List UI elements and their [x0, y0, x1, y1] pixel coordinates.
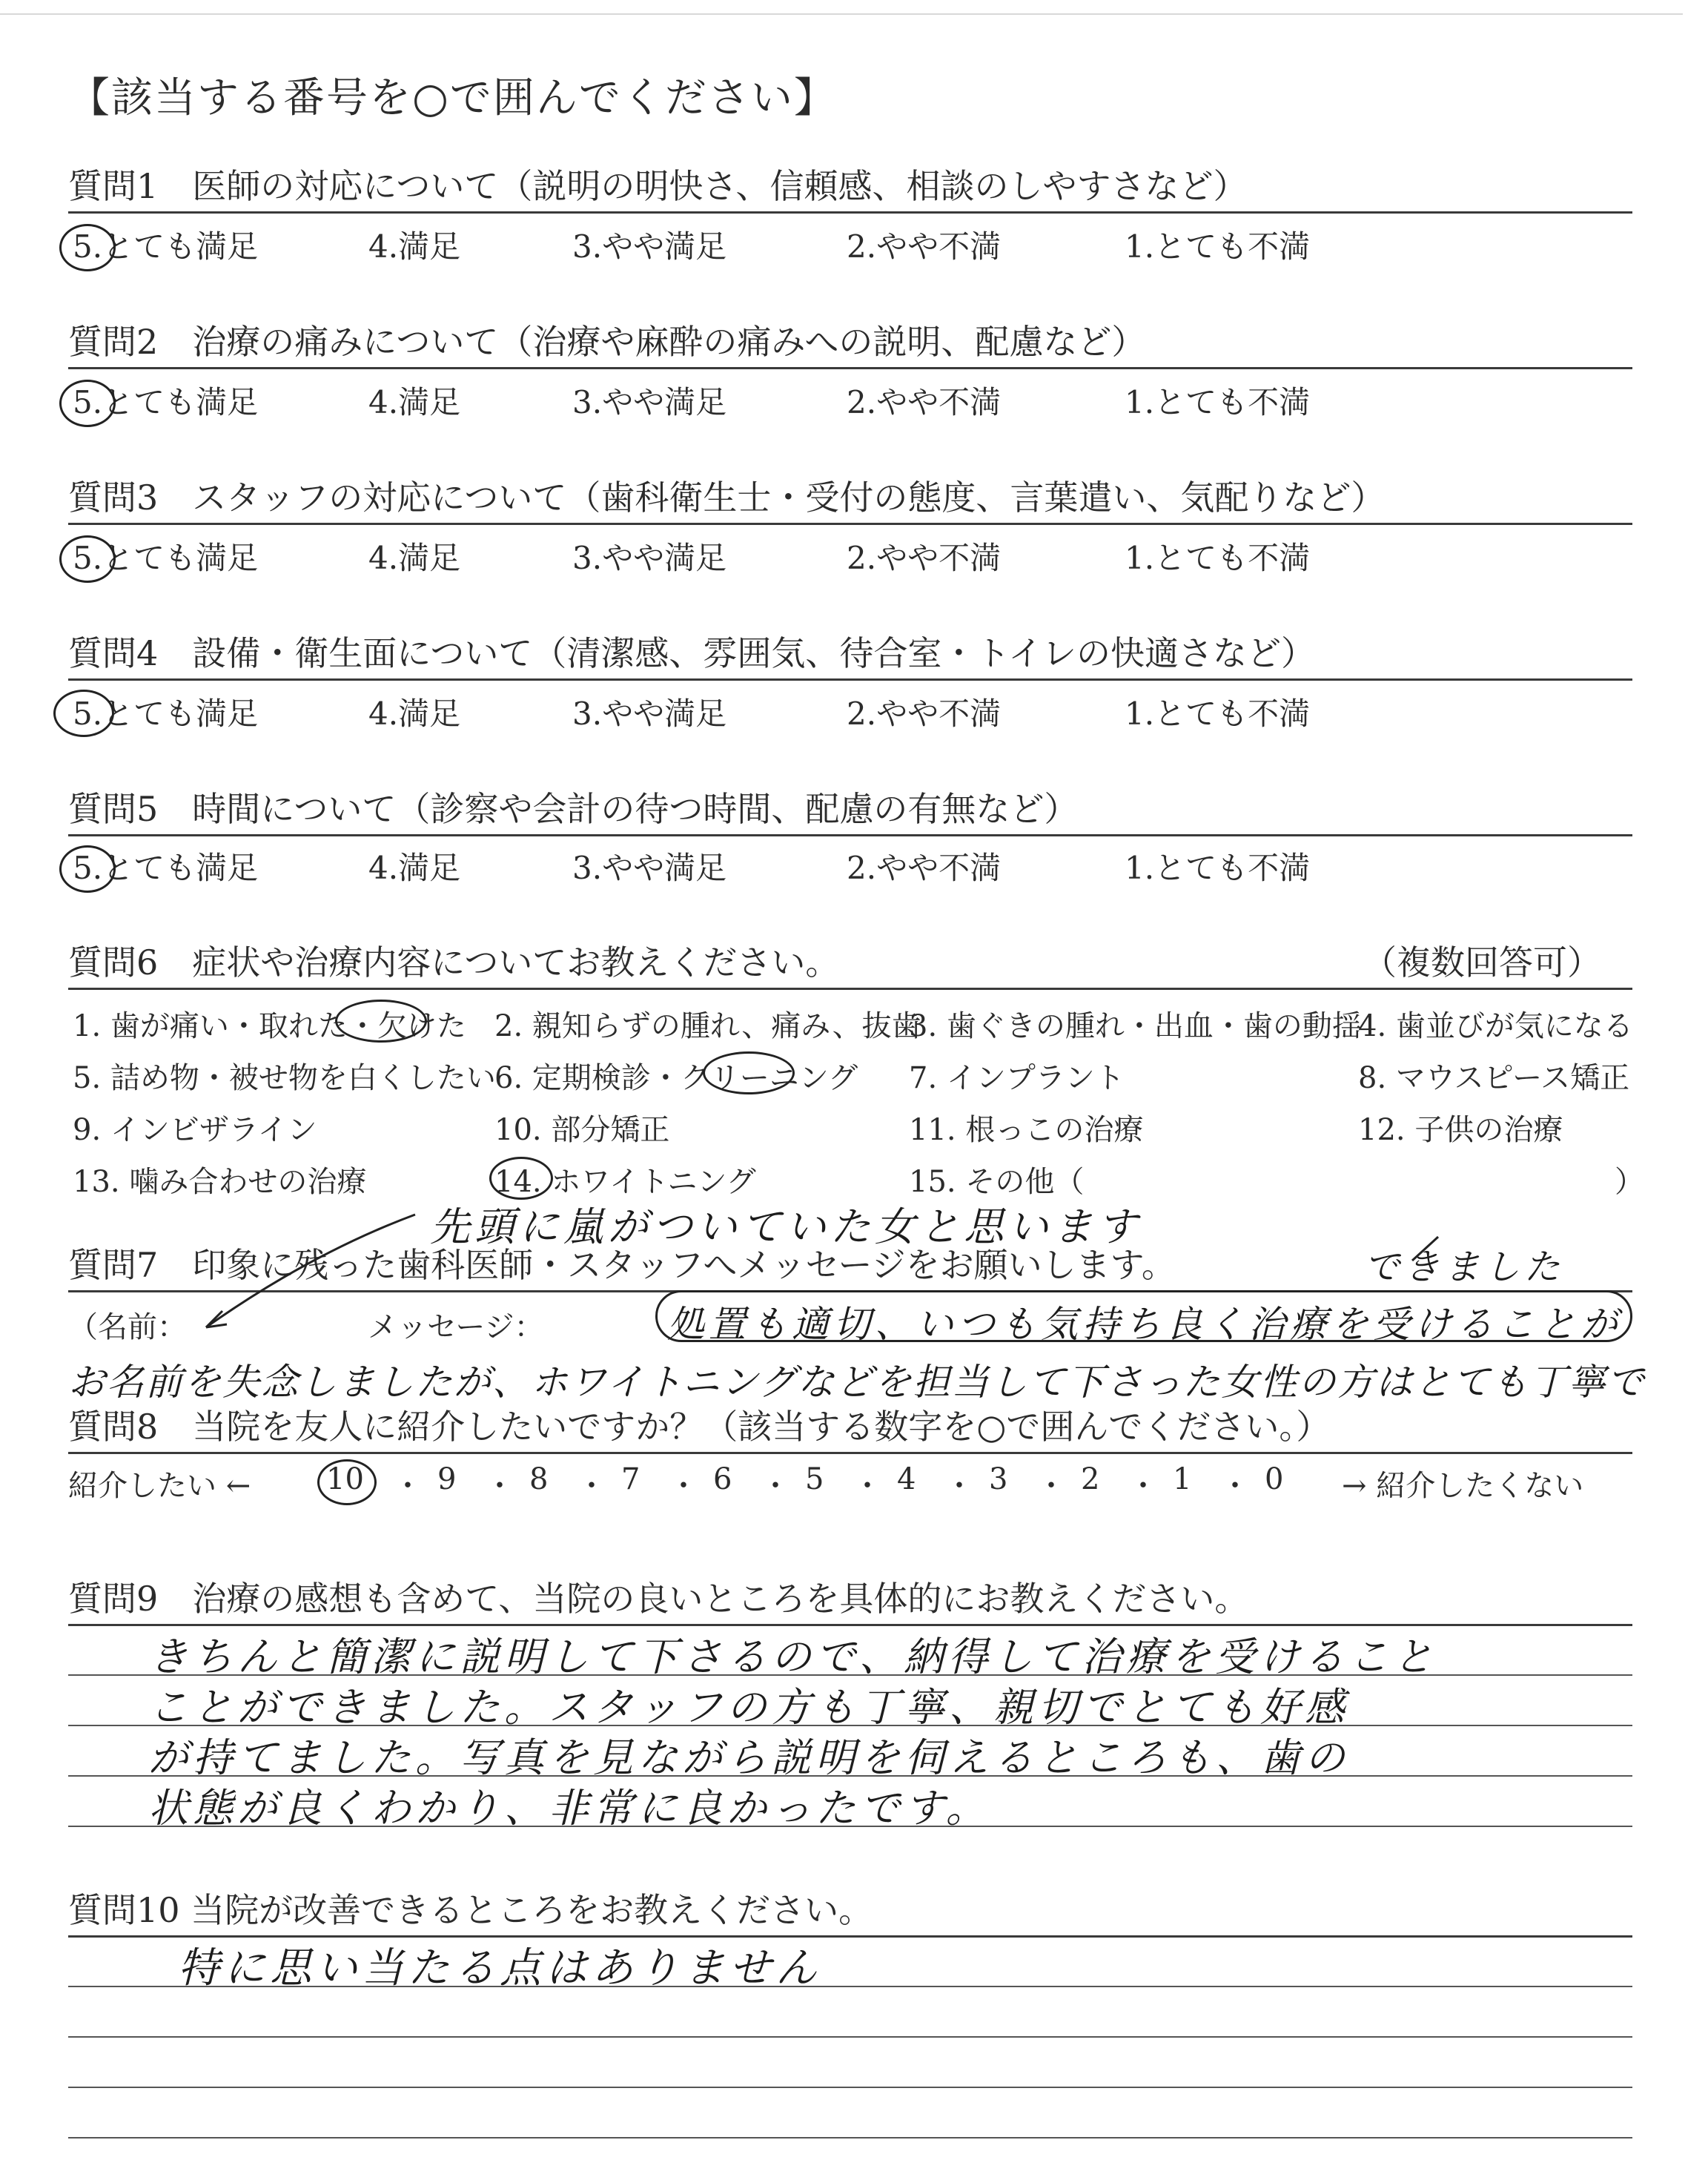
q7-handwritten-line-2: お名前を失念しましたが、ホワイトニングなどを担当して下さった女性の方はとても丁寧で	[68, 1361, 1646, 1404]
question-10: 質問10 当院が改善できるところをお教えください。	[68, 1890, 873, 1930]
question-1: 質問1 医師の対応について（説明の明快さ、信頼感、相談のしやすさなど）	[68, 166, 1248, 206]
q4-option-5[interactable]: 5.とても満足	[73, 696, 259, 732]
symptom-3[interactable]: 3. 歯ぐきの腫れ・出血・歯の動揺	[909, 1009, 1362, 1043]
q8-dot: ・	[944, 1469, 974, 1503]
q10-writing-line	[68, 2036, 1632, 2038]
q8-dot: ・	[1036, 1469, 1066, 1503]
q5-option-2[interactable]: 2.やや不満	[847, 850, 1002, 886]
symptom-11[interactable]: 11. 根っこの治療	[909, 1113, 1144, 1147]
q3-option-2[interactable]: 2.やや不満	[847, 540, 1002, 576]
q5-option-1[interactable]: 1.とても不満	[1125, 850, 1311, 886]
q8-dot: ・	[669, 1469, 698, 1503]
symptom-8[interactable]: 8. マウスピース矯正	[1358, 1061, 1630, 1095]
symptom-6[interactable]: 6. 定期検診・クリーニング	[494, 1061, 858, 1095]
q8-dot: ・	[761, 1469, 790, 1503]
question-8: 質問8 当院を友人に紹介したいですか？（該当する数字を○で囲んでください。）	[68, 1407, 1331, 1447]
q4-option-4[interactable]: 4.満足	[368, 696, 461, 732]
q8-option-5[interactable]: 5	[805, 1462, 824, 1496]
q1-option-4[interactable]: 4.満足	[368, 228, 461, 265]
q8-option-9[interactable]: 9	[437, 1462, 457, 1496]
q1-option-2[interactable]: 2.やや不満	[847, 228, 1002, 265]
q4-option-1[interactable]: 1.とても不満	[1125, 696, 1311, 732]
symptom-4[interactable]: 4. 歯並びが気になる	[1358, 1009, 1633, 1043]
question-6-note: （複数回答可）	[1363, 942, 1601, 982]
q8-option-1[interactable]: 1	[1173, 1462, 1192, 1496]
q3-option-1[interactable]: 1.とても不満	[1125, 540, 1311, 576]
question-3: 質問3 スタッフの対応について（歯科衛生士・受付の態度、言葉遣い、気配りなど）	[68, 478, 1386, 518]
q8-option-6[interactable]: 6	[713, 1462, 732, 1496]
symptom-10[interactable]: 10. 部分矯正	[494, 1113, 670, 1147]
q7-message-label: メッセージ：	[368, 1310, 544, 1344]
q10-writing-line	[68, 2137, 1632, 2138]
q8-scale-left-label: 紹介したい ←	[68, 1469, 251, 1503]
q8-dot: ・	[485, 1469, 514, 1503]
symptom-9[interactable]: 9. インビザライン	[73, 1113, 317, 1147]
q4-option-3[interactable]: 3.やや満足	[572, 696, 727, 732]
question-4: 質問4 設備・衛生面について（清潔感、雰囲気、待合室・トイレの快適さなど）	[68, 633, 1316, 673]
q8-dot: ・	[1128, 1469, 1158, 1503]
q8-option-4[interactable]: 4	[897, 1462, 916, 1496]
q5-option-5[interactable]: 5.とても満足	[73, 850, 259, 886]
symptom-7[interactable]: 7. インプラント	[909, 1061, 1125, 1095]
question-5: 質問5 時間について（診察や会計の待つ時間、配慮の有無など）	[68, 789, 1079, 829]
symptom-15-close: ）	[1615, 1165, 1644, 1199]
q3-option-5[interactable]: 5.とても満足	[73, 540, 259, 576]
q8-option-0[interactable]: 0	[1265, 1462, 1284, 1496]
q8-dot: ・	[393, 1469, 423, 1503]
q8-scale-right-label: → 紹介したくない	[1342, 1469, 1584, 1503]
q1-option-5[interactable]: 5.とても満足	[73, 228, 259, 265]
q5-option-4[interactable]: 4.満足	[368, 850, 461, 886]
symptom-13[interactable]: 13. 噛み合わせの治療	[73, 1165, 367, 1199]
q8-option-3[interactable]: 3	[989, 1462, 1008, 1496]
q1-option-1[interactable]: 1.とても不満	[1125, 228, 1311, 265]
symptom-14[interactable]: 14. ホワイトニング	[494, 1165, 756, 1199]
q10-writing-line	[68, 2087, 1632, 2088]
question-7: 質問7 印象に残った歯科医師・スタッフへメッセージをお願いします。	[68, 1245, 1176, 1285]
q8-option-8[interactable]: 8	[529, 1462, 549, 1496]
q8-option-2[interactable]: 2	[1081, 1462, 1100, 1496]
question-6: 質問6 症状や治療内容についてお教えください。	[68, 942, 840, 982]
q2-option-5[interactable]: 5.とても満足	[73, 384, 259, 420]
q8-dot: ・	[1220, 1469, 1250, 1503]
q8-option-7[interactable]: 7	[621, 1462, 640, 1496]
q9-handwritten-line-2: ことができました。スタッフの方も丁寧、親切でとても好感	[148, 1684, 1349, 1731]
q8-selection-circle	[317, 1459, 377, 1505]
q5-option-3[interactable]: 3.やや満足	[572, 850, 727, 886]
symptom-2[interactable]: 2. 親知らずの腫れ、痛み、抜歯	[494, 1009, 921, 1043]
question-8-rule	[68, 1452, 1632, 1454]
question-9: 質問9 治療の感想も含めて、当院の良いところを具体的にお教えください。	[68, 1579, 1249, 1619]
symptom-15[interactable]: 15. その他（	[909, 1165, 1085, 1199]
q1-option-3[interactable]: 3.やや満足	[572, 228, 727, 265]
q7-handwritten-insert: できました	[1364, 1246, 1565, 1288]
q7-name-label: （名前：	[68, 1310, 187, 1344]
q3-option-3[interactable]: 3.やや満足	[572, 540, 727, 576]
symptom-1[interactable]: 1. 歯が痛い・取れた・欠けた	[73, 1009, 466, 1043]
q9-handwritten-line-4: 状態が良くわかり、非常に良かったです。	[148, 1785, 990, 1832]
q8-option-10[interactable]: 10	[326, 1462, 364, 1496]
q2-option-2[interactable]: 2.やや不満	[847, 384, 1002, 420]
q3-option-4[interactable]: 4.満足	[368, 540, 461, 576]
q2-option-3[interactable]: 3.やや満足	[572, 384, 727, 420]
page-title: 【該当する番号を○で囲んでください】	[68, 74, 837, 122]
q7-handwritten-note-top: 先頭に嵐がついていた女と思います	[430, 1203, 1142, 1250]
symptom-12[interactable]: 12. 子供の治療	[1358, 1113, 1563, 1147]
q8-dot: ・	[577, 1469, 606, 1503]
q2-option-1[interactable]: 1.とても不満	[1125, 384, 1311, 420]
q10-handwritten-answer: 特に思い当たる点はありません	[178, 1944, 821, 1992]
q9-handwritten-line-1: きちんと簡潔に説明して下さるので、納得して治療を受けること	[148, 1634, 1437, 1680]
q7-handwritten-line-1: 処置も適切、いつも気持ち良く治療を受けることが	[667, 1303, 1622, 1346]
q8-dot: ・	[853, 1469, 882, 1503]
q9-handwritten-line-3: が持てました。写真を見ながら説明を伺えるところも、歯の	[148, 1734, 1349, 1781]
symptom-5[interactable]: 5. 詰め物・被せ物を白くしたい	[73, 1061, 496, 1095]
q4-option-2[interactable]: 2.やや不満	[847, 696, 1002, 732]
question-2: 質問2 治療の痛みについて（治療や麻酔の痛みへの説明、配慮など）	[68, 322, 1146, 362]
q2-option-4[interactable]: 4.満足	[368, 384, 461, 420]
